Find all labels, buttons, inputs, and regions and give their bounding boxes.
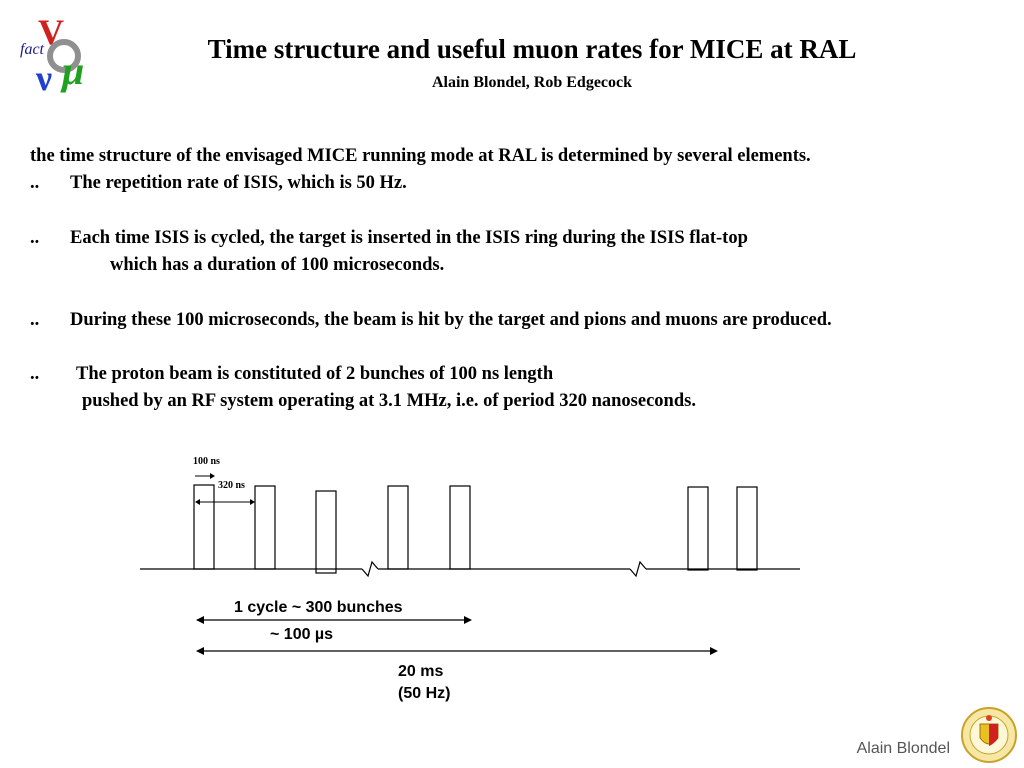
bullet-2-cont: which has a duration of 100 microseconds. [110, 255, 445, 275]
bullet-2 [30, 228, 748, 249]
bullet-1 [30, 173, 407, 194]
svg-text:ν: ν [36, 58, 53, 94]
authors: Alain Blondel, Rob Edgecock [431, 74, 633, 91]
label-rep: 20 ms [398, 663, 444, 680]
bullet-3-text: During these 100 microseconds, the beam is hit by the target and pions and muons are produced. [70, 310, 832, 330]
label-100ns: 100 ns [193, 456, 220, 467]
label-rep-hz: (50 Hz) [398, 685, 451, 702]
footer-author: Alain Blondel [856, 740, 950, 757]
label-cycle: 1 cycle ~ 300 bunches [234, 599, 403, 616]
svg-text:V: V [38, 14, 64, 52]
page-title: Time structure and useful muon rates for MICE at RAL [207, 34, 857, 64]
university-seal [960, 706, 1018, 764]
bullet-4 [30, 364, 553, 385]
bullet-3 [30, 310, 832, 331]
label-cycle-time: ~ 100 µs [270, 626, 334, 643]
pulse [316, 491, 336, 573]
label-320ns: 320 ns [218, 480, 245, 491]
bullet-4-text: The proton beam is constituted of 2 bunches of 100 ns length [76, 364, 554, 384]
axis-break [362, 562, 378, 576]
bullet-2-text: Each time ISIS is cycled, the target is inserted in the ISIS ring during the ISIS flat-top [70, 228, 748, 248]
intro-text: the time structure of the envisaged MICE running mode at RAL is determined by several elements. [30, 146, 811, 166]
svg-text:μ: μ [62, 48, 85, 93]
bullet-1-text: The repetition rate of ISIS, which is 50 Hz. [70, 173, 407, 193]
pulse [737, 487, 757, 570]
time-structure-diagram [0, 440, 1024, 720]
pulse [194, 485, 214, 569]
bullet-4-cont: pushed by an RF system operating at 3.1 MHz, i.e. of period 320 nanoseconds. [82, 391, 696, 411]
axis-break [630, 562, 646, 576]
pulse [388, 486, 408, 569]
svg-text:fact: fact [20, 41, 44, 58]
pulse [450, 486, 470, 569]
bullet-marker: .. [30, 228, 40, 248]
pulse [688, 487, 708, 570]
bullet-marker: .. [30, 310, 40, 330]
bullet-marker: .. [30, 173, 40, 193]
bullet-marker: .. [30, 364, 40, 384]
pulse [255, 486, 275, 569]
